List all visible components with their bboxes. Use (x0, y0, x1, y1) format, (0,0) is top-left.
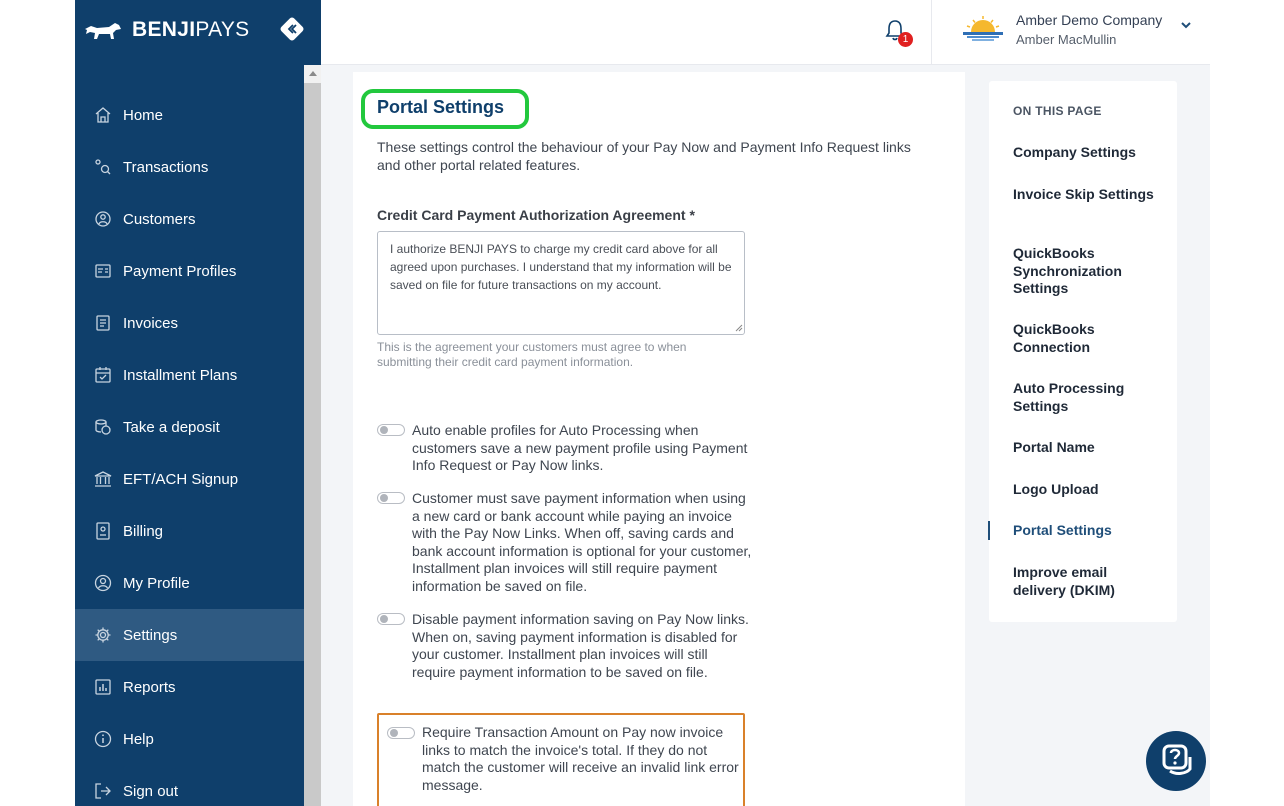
sidebar-item-eft-ach-signup[interactable] (75, 453, 304, 505)
gear-icon (94, 626, 112, 644)
toc-link-portal-name[interactable]: Portal Name (1013, 439, 1095, 455)
scroll-up-button[interactable] (304, 65, 321, 83)
toggle-label: Require Transaction Amount on Pay now invoice links to match the invoice's total. If they do not match the customer will receive an invalid link error message. (422, 724, 739, 793)
sidebar-item-billing[interactable] (75, 505, 304, 557)
payment-profiles-icon (94, 262, 112, 280)
sidebar-item-label: Settings (123, 626, 178, 644)
auto-enable-toggle[interactable] (377, 424, 405, 436)
require-save-toggle[interactable] (377, 492, 405, 504)
coins-icon (94, 418, 112, 436)
sidebar-item-label: Payment Profiles (123, 262, 237, 280)
toc-title: ON THIS PAGE (1013, 104, 1102, 118)
agreement-label: Credit Card Payment Authorization Agreement * (377, 207, 695, 223)
company-name[interactable]: Amber Demo Company (1016, 12, 1163, 28)
disable-saving-toggle[interactable] (377, 613, 405, 625)
sidebar-item-label: Transactions (123, 158, 209, 176)
calendar-icon (94, 366, 112, 384)
home-icon (94, 106, 112, 124)
page-title: Portal Settings (377, 97, 505, 117)
sidebar-item-label: Sign out (123, 782, 179, 800)
sidebar-item-label: My Profile (123, 574, 190, 592)
billing-icon (94, 522, 112, 540)
notification-badge: 1 (898, 32, 913, 47)
sidebar-item-label: Help (123, 730, 154, 748)
brand-name: BENJIPAYS (132, 18, 250, 41)
toggle-label: Disable payment information saving on Pay Now links. When on, saving payment information is disabled for your customer. Installment plan invoices will still require payment information to be saved on file. (412, 611, 749, 680)
toggle-knob (380, 494, 388, 502)
toc-link-portal-settings[interactable]: Portal Settings (1013, 522, 1112, 538)
dog-logo-icon (83, 19, 123, 41)
sign-out-icon (94, 782, 112, 800)
reports-icon (94, 678, 112, 696)
sidebar-item-label: Installment Plans (123, 366, 238, 384)
resize-grip-icon[interactable] (734, 323, 743, 332)
company-logo-sunrise-icon (963, 14, 1003, 44)
toggle-label: Auto enable profiles for Auto Processing when customers save a new payment profile using Payment Info Request or Pay Now links. (412, 422, 748, 473)
top-header (321, 0, 1210, 65)
sidebar-scrollbar[interactable] (304, 65, 321, 806)
sidebar-item-home[interactable] (75, 89, 304, 141)
toc-link-improve-email-delivery[interactable]: Improve email delivery (DKIM) (1013, 564, 1115, 598)
app-frame (75, 0, 1210, 806)
sidebar-item-label: Take a deposit (123, 418, 220, 436)
toc-link-logo-upload[interactable]: Logo Upload (1013, 481, 1099, 497)
toc-link-company-settings[interactable]: Company Settings (1013, 144, 1136, 160)
sidebar-item-invoices[interactable] (75, 297, 304, 349)
sidebar-item-label: Invoices (123, 314, 179, 332)
require-amount-toggle[interactable] (387, 727, 415, 739)
sidebar-item-help[interactable] (75, 713, 304, 765)
sidebar-item-sign-out[interactable] (75, 765, 304, 806)
transactions-icon (94, 158, 112, 176)
toc-link-invoice-skip-settings[interactable]: Invoice Skip Settings (1013, 186, 1154, 202)
customers-icon (94, 210, 112, 228)
toc-link-quickbooks-sync-settings[interactable]: QuickBooks Synchronization Settings (1013, 245, 1122, 296)
sidebar-item-customers[interactable] (75, 193, 304, 245)
sidebar-item-settings[interactable] (75, 609, 304, 661)
logo-bar (75, 0, 321, 65)
profile-icon (94, 574, 112, 592)
sidebar-item-label: EFT/ACH Signup (123, 470, 239, 488)
toggle-knob (380, 615, 388, 623)
toggle-knob (380, 426, 388, 434)
sidebar-item-label: Billing (123, 522, 164, 540)
sidebar-nav (75, 65, 304, 806)
header-divider (931, 0, 932, 65)
sidebar-item-transactions[interactable] (75, 141, 304, 193)
sidebar-item-label: Home (123, 106, 164, 124)
chevron-down-icon[interactable] (1179, 18, 1193, 32)
page-description: These settings control the behaviour of your Pay Now and Payment Info Request links and other portal related features. (377, 139, 911, 173)
sidebar-item-reports[interactable] (75, 661, 304, 713)
sidebar-item-take-a-deposit[interactable] (75, 401, 304, 453)
toc-link-quickbooks-connection[interactable]: QuickBooks Connection (1013, 321, 1095, 355)
sidebar-item-payment-profiles[interactable] (75, 245, 304, 297)
scroll-up-arrow-icon (309, 71, 317, 76)
toggle-knob (390, 729, 398, 737)
user-name[interactable]: Amber MacMullin (1016, 32, 1117, 47)
sidebar-item-my-profile[interactable] (75, 557, 304, 609)
help-icon (94, 730, 112, 748)
toc-link-auto-processing-settings[interactable]: Auto Processing Settings (1013, 380, 1125, 414)
collapse-sidebar-icon[interactable] (280, 17, 304, 41)
toc-active-marker (988, 521, 990, 540)
chat-help-button[interactable] (1146, 731, 1206, 791)
toggle-label: Customer must save payment information when using a new card or bank account while paying an invoice with the Pay Now Links. When off, saving cards and bank account information is optional for your customer, Installment plan invoices will still require payment information be saved on file. (412, 490, 752, 594)
invoice-icon (94, 314, 112, 332)
agreement-textarea[interactable] (377, 231, 745, 335)
sidebar-item-label: Customers (123, 210, 196, 228)
sidebar-item-label: Reports (123, 678, 176, 696)
bank-icon (94, 470, 112, 488)
sidebar-item-installment-plans[interactable] (75, 349, 304, 401)
agreement-helper-text: This is the agreement your customers must agree to when submitting their credit card payment information. (377, 340, 687, 369)
chat-question-icon (1146, 731, 1206, 791)
